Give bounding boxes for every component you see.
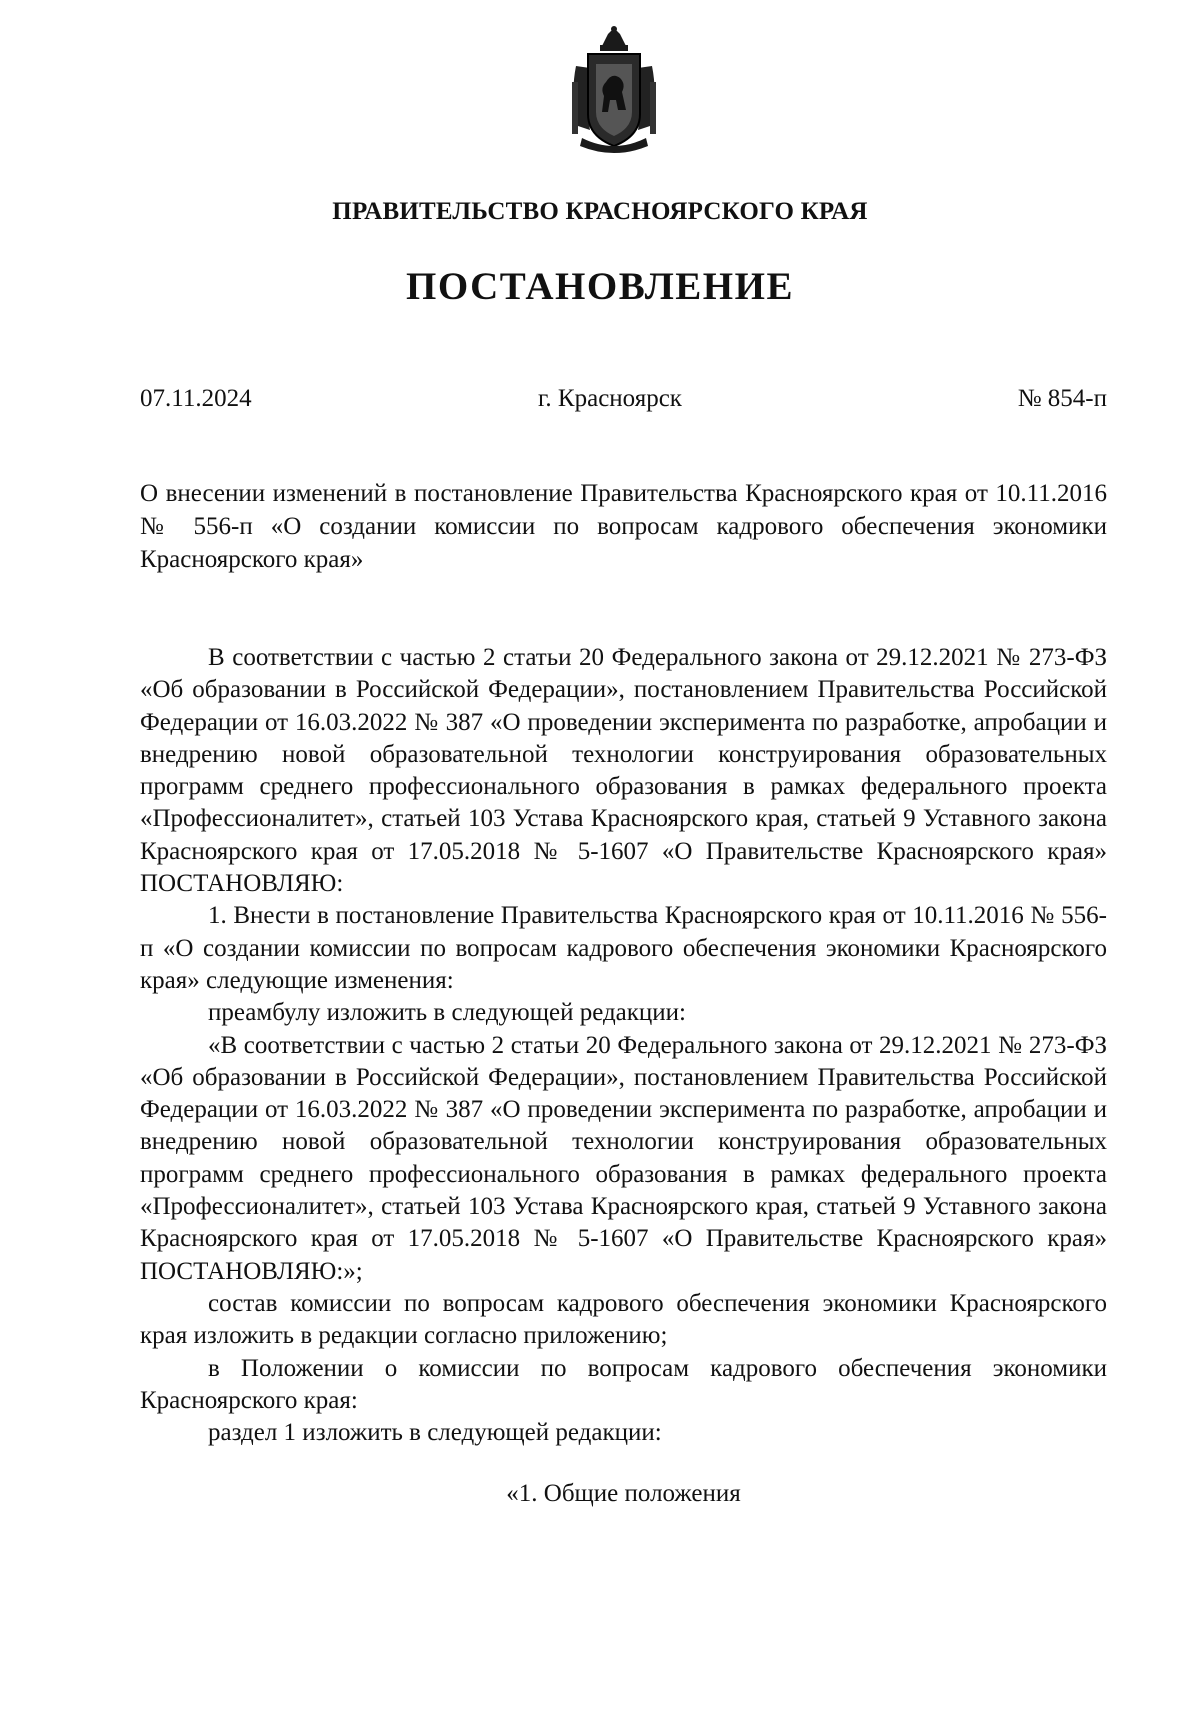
paragraph-new-preamble: «В соответствии с частью 2 статьи 20 Федерального закона от 29.12.2021 № 273-ФЗ «Об образовании в Российской Федерации», постановлением Правительства Российской Федерации от 16.03.2022 № 387 «О проведении эксперимента по разработке, апробации и внедрению новой образовательной технологии конструирования образовательных программ среднего профессионального образования в рамках федерального проекта «Профессионалитет», статьей 103 Устава Красноярского края, статьей 9 Уставного закона Красноярского края от 17.05.2018 № 5-1607 «О Правительстве Красноярского края» ПОСТАНОВЛЯЮ:»; [140, 1031, 1107, 1285]
document-city: г. Красноярск [538, 385, 682, 412]
paragraph-commission-composition: состав комиссии по вопросам кадрового обеспечения экономики Красноярского края изложить в редакции согласно приложению; [140, 1289, 1107, 1350]
paragraph-preamble-instruction: преамбулу изложить в следующей редакции: [208, 999, 687, 1027]
document-body [140, 642, 1107, 1511]
paragraph-item-1: 1. Внести в постановление Правительства Красноярского края от 10.11.2016 № 556-п «О создании комиссии по вопросам кадрового обеспечения экономики Красноярского края» следующие изменения: [140, 902, 1107, 994]
paragraph-section-1-instruction: раздел 1 изложить в следующей редакции: [208, 1419, 662, 1447]
document-type-title: ПОСТАНОВЛЕНИЕ [405, 265, 794, 308]
krasnoyarsk-coat-of-arms-icon [568, 26, 660, 158]
document-meta-row [140, 385, 1107, 417]
government-title: ПРАВИТЕЛЬСТВО КРАСНОЯРСКОГО КРАЯ [332, 198, 868, 225]
section-heading: «1. Общие положения [506, 1480, 741, 1508]
paragraph-regulation-changes: в Положении о комиссии по вопросам кадрового обеспечения экономики Красноярского края: [140, 1354, 1107, 1414]
paragraph-preamble: В соответствии с частью 2 статьи 20 Федерального закона от 29.12.2021 № 273-ФЗ «Об образовании в Российской Федерации», постановлением Правительства Российской Федерации от 16.03.2022 № 387 «О проведении эксперимента по разработке, апробации и внедрению новой образовательной технологии конструирования образовательных программ среднего профессионального образования в рамках федерального проекта «Профессионалитет», статьей 103 Устава Красноярского края, статьей 9 Уставного закона Красноярского края от 17.05.2018 № 5-1607 «О Правительстве Красноярского края» ПОСТАНОВЛЯЮ: [140, 644, 1107, 898]
document-subject: О внесении изменений в постановление Правительства Красноярского края от 10.11.2016 № 556-п «О создании комиссии по вопросам кадрового обеспечения экономики Красноярского края» [140, 480, 1107, 573]
document-number: № 854-п [1017, 385, 1107, 412]
document-date: 07.11.2024 [140, 385, 252, 412]
